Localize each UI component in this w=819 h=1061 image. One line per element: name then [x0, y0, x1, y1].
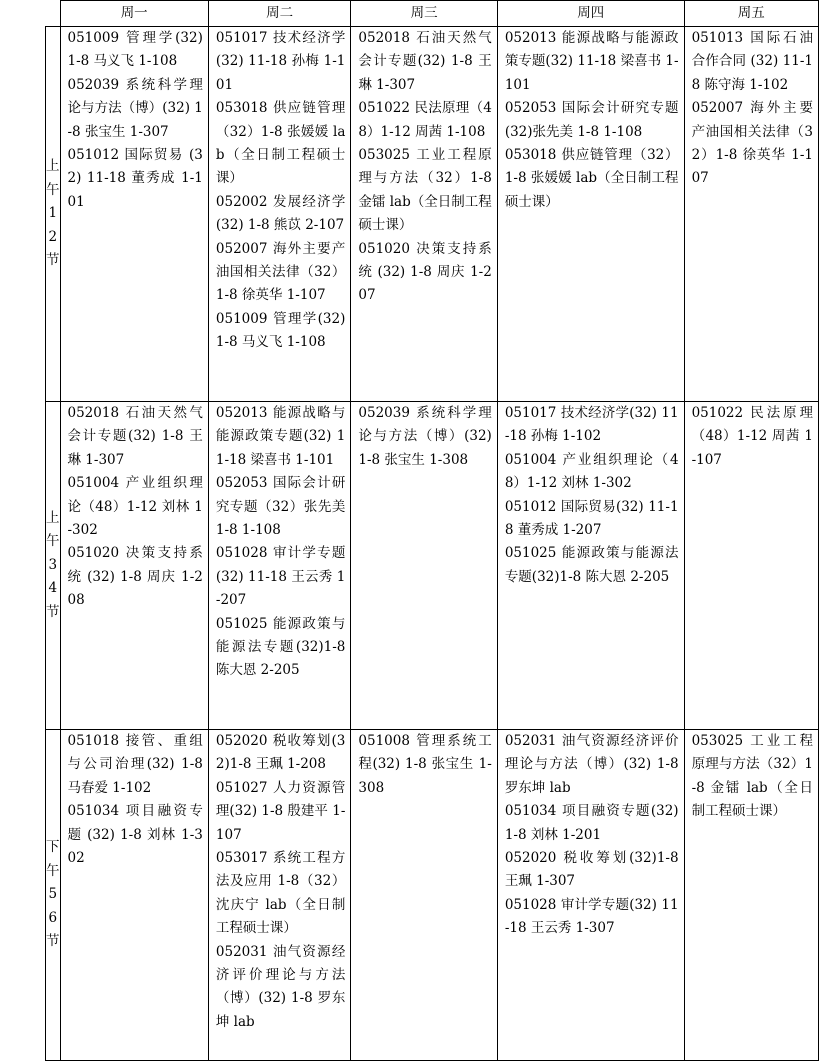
time-slot-row	[46, 402, 819, 730]
time-slot-label-part: 6	[48, 909, 58, 926]
schedule-cell	[351, 27, 497, 402]
course-entry: 051008 管理系统工程(32) 1-8 张宝生 1-308	[358, 733, 492, 796]
schedule-cell	[351, 402, 497, 730]
day-header: 周一	[60, 1, 208, 27]
header-row	[46, 1, 819, 27]
schedule-cell	[684, 730, 818, 1061]
course-entry: 052013 能源战略与能源政策专题(32) 11-18 梁喜书 1-101	[504, 30, 679, 93]
course-entry: 053025 工业工程原理与方法（32）1-8 金镭 lab（全日制工程硕士课）	[691, 733, 813, 820]
course-entry: 051025 能源政策与能源法专题(32)1-8 陈大恩 2-205	[504, 545, 679, 585]
course-entry: 052020 税收筹划(32)1-8 王珮 1-307	[504, 850, 679, 890]
course-entry: 052053 国际会计研究专题(32)张先美 1-8 1-108	[504, 100, 679, 140]
schedule-cell	[684, 402, 818, 730]
course-entry: 051012 国际贸易(32) 11-18 董秀成 1-207	[504, 498, 679, 539]
schedule-cell	[351, 730, 497, 1061]
course-entry: 051022 民法原理（48）1-12 周茜 1-108	[358, 100, 492, 140]
time-slot-label-part: 3	[48, 556, 58, 573]
course-entry: 051004 产业组织理论（48）1-12 刘林 1-302	[67, 475, 203, 539]
time-slot-label-part: 4	[48, 580, 58, 597]
course-entry: 051020 决策支持系统 (32) 1-8 周庆 1-207	[358, 240, 492, 304]
course-entry: 051020 决策支持系统 (32) 1-8 周庆 1-208	[67, 545, 203, 609]
course-entry: 051025 能源政策与能源法专题(32)1-8 陈大恩 2-205	[215, 615, 346, 679]
time-slot-label	[46, 27, 61, 402]
course-entry: 052031 油气资源经济评价理论与方法（博）(32) 1-8 罗东坤 lab	[504, 733, 679, 796]
schedule-cell	[208, 402, 351, 730]
corner-cell	[46, 1, 61, 27]
course-entry: 051012 国际贸易 (32) 11-18 董秀成 1-101	[67, 147, 203, 210]
course-entry: 052002 发展经济学(32) 1-8 熊苡 2-107	[215, 193, 346, 234]
schedule-cell	[60, 402, 208, 730]
time-slot-row	[46, 27, 819, 402]
course-entry: 052020 税收筹划(32)1-8 王珮 1-208	[215, 733, 346, 773]
time-slot-label-part: 午	[46, 533, 60, 550]
schedule-cell	[497, 402, 684, 730]
schedule-cell	[208, 730, 351, 1061]
course-entry: 052031 油气资源经济评价理论与方法（博）(32) 1-8 罗东坤 lab	[215, 943, 346, 1030]
schedule-cell	[684, 27, 818, 402]
course-entry: 051028 审计学专题(32) 11-18 王云秀 1-207	[215, 545, 346, 609]
time-slot-label-part: 5	[48, 886, 58, 903]
schedule-cell	[60, 27, 208, 402]
course-entry: 051022 民法原理（48）1-12 周茜 1-107	[691, 405, 813, 468]
course-entry: 052007 海外主要产油国相关法律（32）1-8 徐英华 1-107	[215, 240, 346, 304]
time-slot-label-part: 节	[46, 603, 60, 620]
course-entry: 053025 工业工程原理与方法（32）1-8 金镭 lab（全日制工程硕士课）	[358, 147, 492, 234]
course-entry: 051009 管理学(32) 1-8 马义飞 1-108	[67, 30, 203, 70]
course-entry: 051018 接管、重组与公司治理(32) 1-8 马春爱 1-102	[67, 733, 203, 796]
course-entry: 051034 项目融资专题 (32) 1-8 刘林 1-302	[67, 803, 203, 867]
day-header: 周四	[497, 1, 684, 27]
schedule-cell	[497, 730, 684, 1061]
course-entry: 052018 石油天然气会计专题(32) 1-8 王琳 1-307	[67, 405, 203, 468]
day-header: 周二	[208, 1, 351, 27]
day-header: 周五	[684, 1, 818, 27]
course-entry: 051028 审计学专题(32) 11-18 王云秀 1-307	[504, 896, 679, 937]
course-entry: 052013 能源战略与能源政策专题(32) 11-18 梁喜书 1-101	[215, 405, 346, 468]
time-slot-label-part: 午	[46, 862, 60, 879]
course-entry: 052007 海外主要产油国相关法律（32）1-8 徐英华 1-107	[691, 100, 813, 187]
course-entry: 052039 系统科学理论与方法（博）(32) 1-8 张宝生 1-307	[67, 76, 203, 140]
course-entry: 051034 项目融资专题(32) 1-8 刘林 1-201	[504, 803, 679, 843]
schedule-cell	[60, 730, 208, 1061]
schedule-table	[45, 0, 819, 1061]
course-entry: 051004 产业组织理论（48）1-12 刘林 1-302	[504, 451, 679, 492]
schedule-cell	[208, 27, 351, 402]
time-slot-label-part: 午 1	[46, 181, 60, 222]
time-slot-label-part: 上	[46, 158, 60, 175]
schedule-cell	[497, 27, 684, 402]
day-header: 周三	[351, 1, 497, 27]
course-entry: 053018 供应链管理（32）1-8 张媛媛 lab（全日制工程硕士课）	[215, 100, 346, 187]
time-slot-label-part: 节	[46, 933, 60, 950]
course-entry: 052053 国际会计研究专题（32）张先美 1-8 1-108	[215, 475, 346, 539]
course-entry: 051013 国际石油合作合同 (32) 11-18 陈守海 1-102	[691, 30, 813, 93]
time-slot-label-part: 2 节	[46, 228, 60, 269]
course-entry: 052018 石油天然气会计专题(32) 1-8 王琳 1-307	[358, 30, 492, 93]
course-entry: 052039 系统科学理论与方法（博）(32) 1-8 张宝生 1-308	[358, 405, 492, 468]
course-entry: 051017 技术经济学(32) 11-18 孙梅 1-101	[215, 30, 346, 93]
time-slot-label	[46, 730, 61, 1061]
course-entry: 051027 人力资源管理(32) 1-8 殷建平 1-107	[215, 779, 346, 843]
course-entry: 051017 技术经济学(32) 11-18 孙梅 1-102	[504, 405, 679, 445]
course-entry: 051009 管理学(32) 1-8 马义飞 1-108	[215, 310, 346, 351]
time-slot-row	[46, 730, 819, 1061]
time-slot-label-part: 下	[46, 839, 60, 856]
course-entry: 053018 供应链管理（32）1-8 张媛媛 lab（全日制工程硕士课）	[504, 147, 679, 210]
time-slot-label	[46, 402, 61, 730]
course-entry: 053017 系统工程方法及应用 1-8（32）沈庆宁 lab（全日制工程硕士课）	[215, 850, 346, 937]
time-slot-label-part: 上	[46, 509, 60, 526]
